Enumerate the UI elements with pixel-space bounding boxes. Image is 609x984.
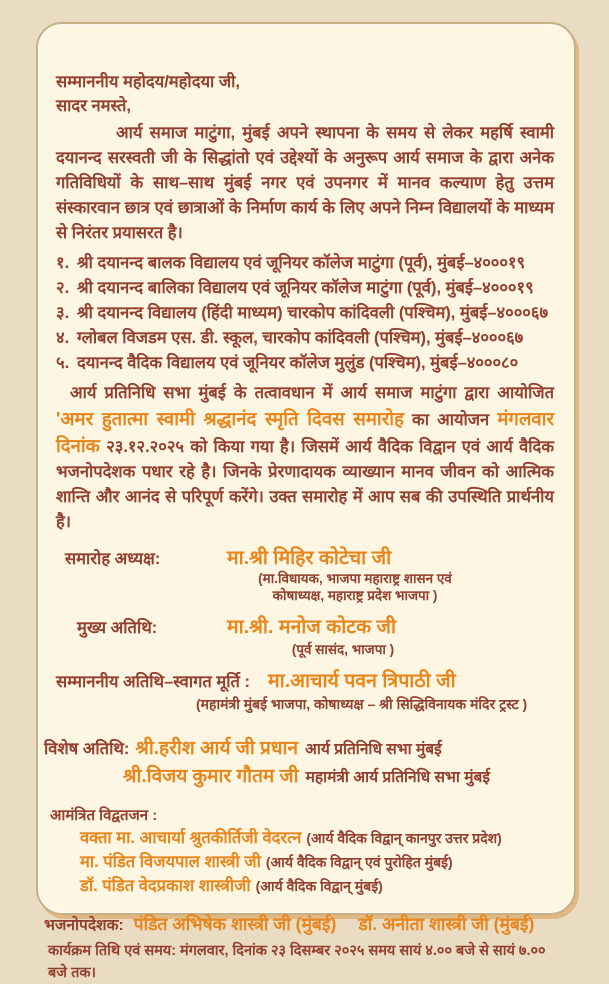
- scholar-row: [80, 850, 554, 874]
- school-list: [56, 251, 554, 376]
- preacher-name: डॉ. अनीता शास्त्री जी (मुंबई): [358, 914, 535, 934]
- event-day-highlight: मंगलवार दिनांक: [56, 408, 555, 456]
- event-schedule-line: कार्यक्रम तिथि एवं समय: मंगलवार, दिनांक २३ दिसम्बर २०२५ समय सायं ४.०० बजे से सायं ७.०० बजे तक।: [48, 943, 546, 981]
- event-title-highlight: 'अमर हुतात्मा स्वामी श्रद्धानंद स्मृति दिवस समारोह: [56, 408, 404, 429]
- bhajan-preachers-row: [44, 912, 554, 938]
- school-number: २.: [56, 279, 70, 297]
- invited-scholars-section: [50, 805, 554, 898]
- scholar-title: (आर्य वैदिक विद्वान् मुंबई): [255, 878, 383, 894]
- school-name: श्री दयानन्द बालक विद्यालय एवं जूनियर कॉलेज माटुंगा (पूर्व), मुंबई–४०००१९: [77, 254, 526, 272]
- scholar-name: डॉ. पंडित वेदप्रकाश शास्त्रीजी: [80, 877, 251, 895]
- special-guests-section: [44, 735, 554, 791]
- school-name: श्री दयानन्द विद्यालय (हिंदी माध्यम) चारकोप कांदिवली (पश्चिम), मुंबई–४०००६७: [77, 304, 549, 322]
- invitation-letter-card: [36, 22, 576, 981]
- event-text: आर्य प्रतिनिधि सभा मुंबई के तत्वावधान में आर्य समाज माटुंगा द्वारा आयोजित: [70, 384, 554, 402]
- school-list-item: [56, 326, 554, 351]
- school-number: ४.: [56, 329, 70, 347]
- dignitary-honoured-guest: [56, 669, 554, 713]
- school-name: ग्लोबल विजडम एस. डी. स्कूल, चारकोप कांदिवली (पश्चिम), मुंबई–४०००६७: [77, 329, 524, 347]
- event-text: को किया गया है। जिसमें आर्य वैदिक विद्वान एवं आर्य वैदिक भजनोपदेशक पधार रहे है। जिनके प्रेरणादायक व्याख्यान मानव जीवन को आत्मिक शान्ति और आनंद से परिपूर्ण करेंगे। उक्त समारोह में आप सब की उपस्थिति प्रार्थनीय है।: [56, 438, 554, 531]
- school-list-item: [56, 276, 554, 301]
- dignitary-chief-guest: [56, 615, 554, 658]
- invited-scholars-label: आमंत्रित विद्वतजन :: [50, 807, 158, 824]
- dignitary-designation: (महामंत्री मुंबई भाजपा, कोषाध्यक्ष – श्री सिद्धिविनायक मंदिर ट्रस्ट ): [196, 696, 528, 712]
- school-name: श्री दयानन्द बालिका विद्यालय एवं जूनियर कॉलेज माटुंगा (पूर्व), मुंबई–४०००१९: [77, 279, 534, 297]
- dignitary-name: मा.श्री मिहिर कोटेचा जी: [227, 547, 392, 569]
- special-guest-row: [123, 763, 554, 791]
- scholar-name: मा. पंडित विजयपाल शास्त्री जी: [80, 853, 261, 871]
- intro-paragraph: आर्य समाज माटुंगा, मुंबई अपने स्थापना के समय से लेकर महर्षि स्वामी दयानन्द सरस्वती जी के सिद्धांतो एवं उद्देश्यों के अनुरूप आर्य समाज के द्वारा अनेक गतिविधियों के साथ–साथ मुंबई नगर एवं उपनगर में मानव कल्याण हेतु उत्तम संस्कारवान छात्र एवं छात्राओं के निर्माण कार्य के लिए अपने निम्न विद्यालयों के माध्यम से निरंतर प्रयासरत है।: [56, 124, 554, 242]
- school-list-item: [56, 301, 554, 326]
- school-list-item: [56, 251, 554, 276]
- event-text: का आयोजन: [403, 411, 498, 429]
- special-guest-title: महामंत्री आर्य प्रतिनिधि सभा मुंबई: [305, 769, 490, 786]
- event-date: २३.१२.२०२५: [99, 438, 191, 456]
- school-list-item: [56, 351, 554, 376]
- scholar-row: [80, 826, 554, 850]
- dignitary-role: समारोह अध्यक्ष:: [65, 550, 161, 568]
- dignitary-name: मा.आचार्य पवन त्रिपाठी जी: [268, 670, 456, 692]
- special-guest-title: आर्य प्रतिनिधि सभा मुंबई: [305, 741, 442, 758]
- scholar-title: (आर्य वैदिक विद्वान् कानपुर उत्तर प्रदेश): [306, 830, 502, 846]
- dignitary-role: मुख्य अतिथि:: [77, 619, 158, 637]
- school-name: दयानन्द वैदिक विद्यालय एवं जूनियर कॉलेज मुलुंड (पश्चिम), मुंबई–४०००८०: [77, 354, 519, 372]
- scholar-title: (आर्य वैदिक विद्वान् एवं पुरोहित मुंबई): [265, 854, 453, 870]
- scholar-row: [80, 874, 554, 898]
- event-paragraph: [56, 381, 554, 535]
- dignitary-role: सम्माननीय अतिथि–स्वागत मूर्ति :: [56, 673, 251, 691]
- special-guest-name: श्री.विजय कुमार गौतम जी: [123, 766, 299, 787]
- salutation-line-2: सादर नमस्ते,: [56, 97, 131, 115]
- preacher-name: पंडित अभिषेक शास्त्री जी (मुंबई): [133, 914, 337, 934]
- scholar-name: वक्ता मा. आचार्या श्रुतकीर्तिजी वेदरत्न: [80, 829, 302, 847]
- school-number: ३.: [56, 304, 70, 322]
- bhajan-preachers-label: भजनोपदेशक:: [44, 917, 124, 934]
- dignitary-president: [56, 546, 554, 604]
- special-guest-row: [44, 735, 554, 763]
- school-number: ५.: [56, 354, 70, 372]
- salutation-line-1: सम्माननीय महोदय/महोदया जी,: [56, 73, 240, 91]
- dignitary-name: मा.श्री. मनोज कोटक जी: [227, 616, 397, 638]
- dignitary-designation: (मा.विधायक, भाजपा महाराष्ट्र शासन एवं कोषाध्यक्ष, महाराष्ट्र प्रदेश भाजपा ): [258, 571, 452, 603]
- special-guests-label: विशेष अतिथि:: [44, 740, 130, 758]
- special-guest-name: श्री.हरीश आर्य जी प्रधान: [135, 738, 298, 759]
- dignitary-designation: (पूर्व सासंद, भाजपा ): [291, 642, 395, 657]
- school-number: १.: [56, 254, 70, 272]
